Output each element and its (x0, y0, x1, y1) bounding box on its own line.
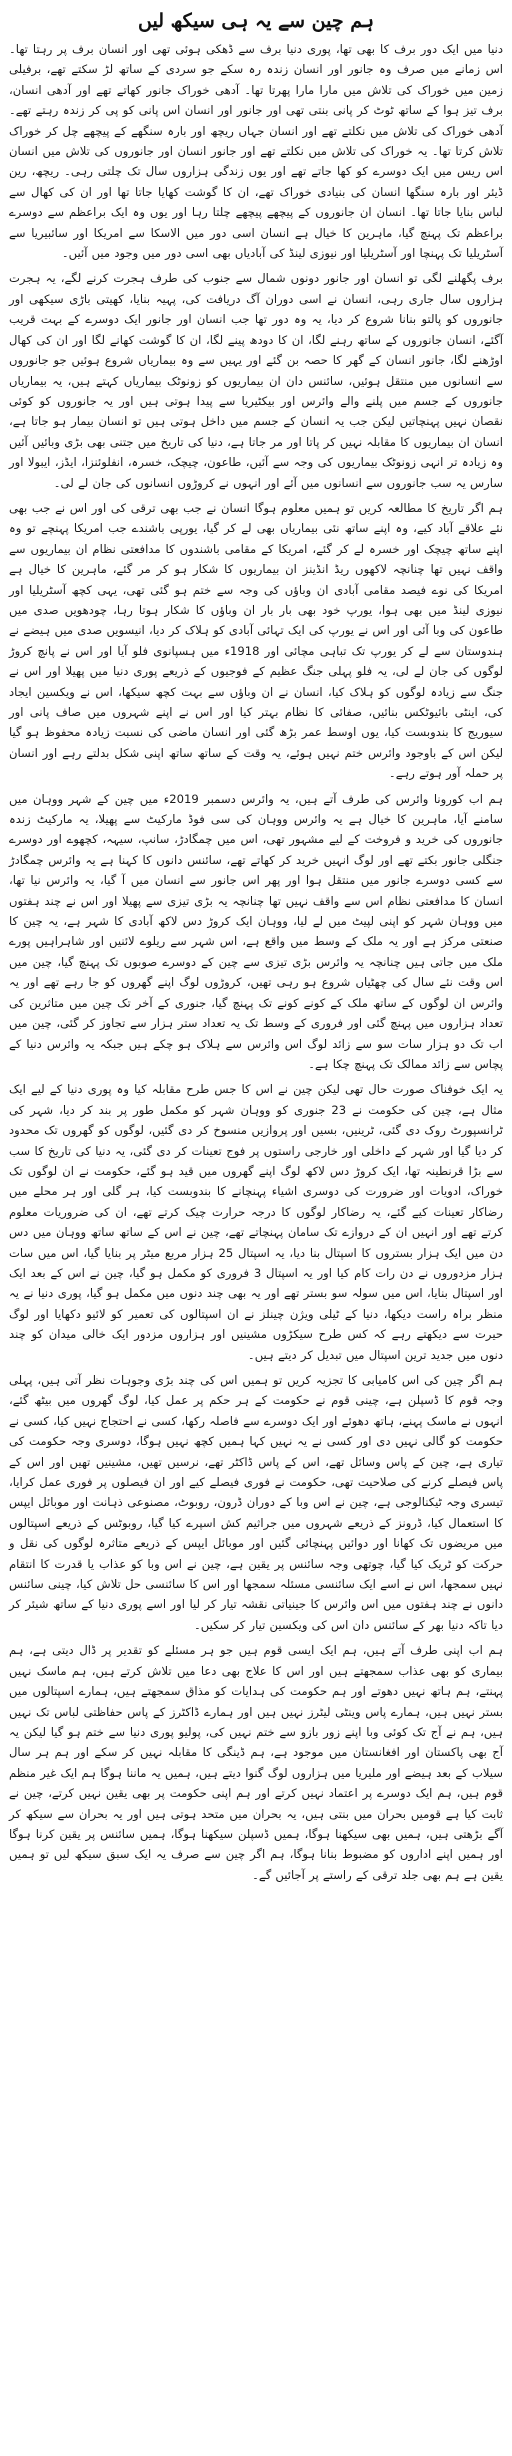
article-paragraph-1: دنیا میں ایک دور برف کا بھی تھا، پوری دنیا برف سے ڈھکی ہوئی تھی اور انسان برف پر رہتا تھا۔ اس زمانے میں صرف وہ جانور اور انسان زندہ رہ سکے جو سردی کے ساتھ لڑ سکتے تھے، برفیلی زمین میں خوراک کی تلاش میں مارا مارا پھرتا تھا۔ آدھی خوراک جانور کھاتے تھے اور آدھی انسان، برف تیز ہوا کے ساتھ ٹوٹ کر پانی بنتی تھی اور جانور اور انسان اس پانی کو پی کر زندہ رہتے تھے۔ آدھی خوراک کی تلاش میں نکلتے تھے اور انسان جہاں ریچھ اور بارہ سنگھے کے پیچھے چل کر خوراک تلاش کرتا تھا۔ یہ خوراک کی تلاش میں نکلتے تھے اور جانور انسان اور جانوروں کی تلاش میں انسان اس ریس میں ایک دوسرے کو کھا جاتے تھے اور یوں زندگی ہزاروں سال تک چلتی رہی۔ ریچھ، رین ڈیئر اور بارہ سنگھا انسان کی بنیادی خوراک تھے، ان کا گوشت کھایا جاتا تھا اور ان کی کھال سے لباس بنایا جاتا تھا۔ انسان ان جانوروں کے پیچھے پیچھے چلتا رہا اور یوں وہ ایک براعظم سے دوسرے براعظم تک پہنچ گیا، ماہرین کا خیال ہے انسان اسی دور میں الاسکا سے امریکا اور سائبیریا سے آسٹریلیا تک پہنچا اور آسٹریلیا اور نیوزی لینڈ کی آبادیاں بھی اسی دور میں وجود میں آئیں۔ (9, 42, 503, 261)
article-paragraph-6: ہم اگر چین کی اس کامیابی کا تجزیہ کریں تو ہمیں اس کی چند بڑی وجوہات نظر آتی ہیں، پہلی وجہ قوم کا ڈسپلن ہے، چینی قوم نے حکومت کے ہر حکم پر عمل کیا، لوگ گھروں میں بیٹھ گئے، انہوں نے ماسک پہنے، ہاتھ دھوئے اور ایک دوسرے سے فاصلہ رکھا، کسی نے احتجاج نہیں کیا، کسی نے حکومت کو گالی نہیں دی اور کسی نے یہ نہیں کہا ہمیں کچھ نہیں ہوگا، دوسری وجہ حکومت کی تیاری ہے، چین کے پاس وسائل تھے، اس کے پاس ڈاکٹر تھے، نرسیں تھیں، مشینیں تھیں اور اس کے پاس فیصلے کرنے کی صلاحیت تھی، حکومت نے فوری فیصلے کیے اور ان فیصلوں پر فوری عمل کرایا، تیسری وجہ ٹیکنالوجی ہے، چین نے اس وبا کے دوران ڈرون، روبوٹ، مصنوعی ذہانت اور موبائل ایپس کا استعمال کیا، ڈرونز کے ذریعے شہروں میں جراثیم کش اسپرے کیا گیا، روبوٹس کے ذریعے اسپتالوں میں مریضوں تک کھانا اور دوائیں پہنچائی گئیں اور موبائل ایپس کے ذریعے متاثرہ لوگوں کی نقل و حرکت کو ٹریک کیا گیا، چوتھی وجہ سائنس پر یقین ہے، چین نے اس وبا کو عذاب یا قدرت کا انتقام نہیں سمجھا، اس نے اسے ایک سائنسی مسئلہ سمجھا اور اس کا سائنسی حل تلاش کیا، چینی سائنس دانوں نے چند ہفتوں میں اس وائرس کا جینیاتی نقشہ تیار کر لیا اور اسے پوری دنیا کے ساتھ شیئر کر دیا تاکہ دنیا بھر کے سائنس دان اس کی ویکسین تیار کر سکیں۔ (9, 1373, 503, 1632)
article-paragraph-4: ہم اب کورونا وائرس کی طرف آتے ہیں، یہ وائرس دسمبر 2019ء میں چین کے شہر ووہان میں سامنے آیا، ماہرین کا خیال ہے یہ وائرس ووہان کی سی فوڈ مارکیٹ سے پھیلا، یہ مارکیٹ زندہ جانوروں کی خرید و فروخت کے لیے مشہور تھی، اس میں چمگادڑ، سانپ، سیہہ، کچھوے اور دوسرے جنگلی جانور بکتے تھے اور لوگ انہیں خرید کر کھاتے تھے، سائنس دانوں کا کہنا ہے یہ وائرس چمگادڑ سے کسی دوسرے جانور میں منتقل ہوا اور پھر اس جانور سے انسان میں آ گیا، یہ وائرس نیا تھا، انسان کا مدافعتی نظام اس سے واقف نہیں تھا چنانچہ یہ بڑی تیزی سے پھیلا اور اس نے چند ہفتوں میں ووہان شہر کو اپنی لپیٹ میں لے لیا، ووہان ایک کروڑ دس لاکھ آبادی کا شہر ہے، یہ چین کا صنعتی مرکز ہے اور یہ ملک کے وسط میں واقع ہے، اس شہر سے ریلوے لائنیں اور شاہراہیں پورے ملک میں جاتی ہیں چنانچہ یہ وائرس بڑی تیزی سے چین کے دوسرے صوبوں تک پہنچ گیا، چین میں اس وقت نئے سال کی چھٹیاں شروع ہو رہی تھیں، کروڑوں لوگ اپنے گھروں کو جا رہے تھے اور یہ وائرس ان لوگوں کے ساتھ ملک کے کونے کونے تک پہنچ گیا، جنوری کے آخر تک چین میں متاثرین کی تعداد ہزاروں میں پہنچ گئی اور فروری کے وسط تک یہ تعداد ستر ہزار سے تجاوز کر گئی، چین میں اب تک دو ہزار سات سو سے زائد لوگ اس وائرس سے ہلاک ہو چکے ہیں جبکہ یہ وائرس دنیا کے پچاس سے زائد ممالک تک پہنچ چکا ہے۔ (9, 791, 503, 1071)
article-paragraph-2: برف پگھلنے لگی تو انسان اور جانور دونوں شمال سے جنوب کی طرف ہجرت کرنے لگے، یہ ہجرت ہزاروں سال جاری رہی، انسان نے اسی دوران آگ دریافت کی، پہیہ بنایا، کھیتی باڑی سیکھی اور جانوروں کو پالتو بنانا شروع کر دیا، یہ وہ دور تھا جب انسان اور جانور ایک دوسرے کے بہت قریب آگئے، انسان جانوروں کے ساتھ رہنے لگا، ان کا دودھ پینے لگا، ان کا گوشت کھانے لگا اور ان کی کھال اوڑھنے لگا، جانور انسان کے گھر کا حصہ بن گئے اور یہیں سے وہ بیماریاں شروع ہوئیں جو جانوروں سے انسانوں میں منتقل ہوئیں، سائنس دان ان بیماریوں کو زونوٹک بیماریاں کہتے ہیں، یہ بیماریاں جانوروں کے جسم میں پلنے والے وائرس اور بیکٹیریا سے پیدا ہوتی ہیں اور یہ جانوروں کو کوئی نقصان نہیں پہنچاتیں لیکن جب یہ انسان کے جسم میں داخل ہوتی ہیں تو انسان بیمار ہو جاتا ہے، انسان ان بیماریوں کا مقابلہ نہیں کر پاتا اور مر جاتا ہے، دنیا کی تاریخ میں جتنی بھی بڑی وبائیں آئیں وہ زیادہ تر انہی زونوٹک بیماریوں کی وجہ سے آئیں، طاعون، چیچک، خسرہ، انفلوئنزا، ایڈز، ایبولا اور سارس یہ سب جانوروں سے انسانوں میں آئے اور انہوں نے کروڑوں انسانوں کی جان لے لی۔ (9, 271, 503, 490)
article-paragraph-5: یہ ایک خوفناک صورت حال تھی لیکن چین نے اس کا جس طرح مقابلہ کیا وہ پوری دنیا کے لیے ایک مثال ہے، چین کی حکومت نے 23 جنوری کو ووہان شہر کو مکمل طور پر بند کر دیا، شہر کی ٹرانسپورٹ روک دی گئی، ٹرینیں، بسیں اور پروازیں منسوخ کر دی گئیں، لوگوں کو گھروں تک محدود کر دیا گیا اور شہر کے داخلی اور خارجی راستوں پر فوج تعینات کر دی گئی، یہ دنیا کی تاریخ کا سب سے بڑا قرنطینہ تھا، ایک کروڑ دس لاکھ لوگ اپنے گھروں میں قید ہو گئے، حکومت نے ان لوگوں تک خوراک، ادویات اور ضرورت کی دوسری اشیاء پہنچانے کا بندوبست کیا، ہر گلی اور ہر محلے میں رضاکار تعینات کیے گئے، یہ رضاکار لوگوں کا درجہ حرارت چیک کرتے تھے، ان کی ضروریات معلوم کرتے تھے اور انہیں ان کے دروازے تک سامان پہنچاتے تھے، چین نے اس کے ساتھ ساتھ ووہان میں دس دن میں ایک ہزار بستروں کا اسپتال بنا دیا، یہ اسپتال 25 ہزار مربع میٹر پر بنایا گیا، اس میں سات ہزار مزدوروں نے دن رات کام کیا اور یہ اسپتال 3 فروری کو مکمل ہو گیا، چین نے اس کے بعد ایک اور اسپتال بنایا، اس میں سولہ سو بستر تھے اور یہ بھی چند دنوں میں مکمل ہو گیا، پوری دنیا نے یہ منظر براہ راست دیکھا، دنیا کے ٹیلی ویژن چینلز نے ان اسپتالوں کی تعمیر کو لائیو دکھایا اور لوگ حیرت سے دیکھتے رہے کہ کس طرح سیکڑوں مشینیں اور ہزاروں مزدور ایک خالی میدان کو چند دنوں میں جدید ترین اسپتال میں تبدیل کر دیتے ہیں۔ (9, 1082, 504, 1362)
article-body (9, 39, 503, 1885)
article-headline: ہم چین سے یہ ہی سیکھ لیں (138, 10, 374, 32)
article-paragraph-3: ہم اگر تاریخ کا مطالعہ کریں تو ہمیں معلوم ہوگا انسان نے جب بھی ترقی کی اور اس نے جب بھی نئے علاقے آباد کیے، وہ اپنے ساتھ نئی بیماریاں بھی لے کر گیا، یورپی باشندے جب امریکا پہنچے تو وہ اپنے ساتھ چیچک اور خسرہ لے کر گئے، امریکا کے مقامی باشندوں کا مدافعتی نظام ان بیماریوں سے واقف نہیں تھا چنانچہ لاکھوں ریڈ انڈینز ان بیماریوں کا شکار ہو کر مر گئے، ماہرین کا خیال ہے امریکا کی نوے فیصد مقامی آبادی ان وباؤں کی وجہ سے ختم ہو گئی تھی، یہی کچھ آسٹریلیا اور نیوزی لینڈ میں بھی ہوا، یورپ خود بھی بار بار ان وباؤں کا شکار ہوتا رہا، چودھویں صدی میں طاعون کی وبا آئی اور اس نے یورپ کی ایک تہائی آبادی کو ہلاک کر دیا، انیسویں صدی میں ہیضے نے ہندوستان سے لے کر یورپ تک تباہی مچائی اور 1918ء میں ہسپانوی فلو آیا اور اس نے پانچ کروڑ لوگوں کی جان لے لی، یہ فلو پہلی جنگ عظیم کے فوجیوں کے ذریعے پوری دنیا میں پھیلا اور اس نے جنگ سے زیادہ لوگوں کو ہلاک کیا، انسان نے ان وباؤں سے بہت کچھ سیکھا، اس نے ویکسین ایجاد کی، اینٹی بائیوٹکس بنائیں، صفائی کا نظام بہتر کیا اور اس نے اپنے شہروں میں صاف پانی اور سیوریج کا بندوبست کیا، یوں اوسط عمر بڑھ گئی اور انسان ماضی کی نسبت زیادہ محفوظ ہو گیا لیکن اس کے باوجود وائرس ختم نہیں ہوئے، یہ وقت کے ساتھ ساتھ اپنی شکل بدلتے رہے اور انسان پر حملہ آور ہوتے رہے۔ (9, 500, 503, 781)
article-paragraph-7: ہم اب اپنی طرف آتے ہیں، ہم ایک ایسی قوم ہیں جو ہر مسئلے کو تقدیر پر ڈال دیتی ہے، ہم بیماری کو بھی عذاب سمجھتے ہیں اور اس کا علاج بھی دعا میں تلاش کرتے ہیں، ہم ماسک نہیں پہنتے، ہم ہاتھ نہیں دھوتے اور ہم حکومت کی ہدایات کو مذاق سمجھتے ہیں، ہمارے اسپتالوں میں بستر نہیں ہیں، ہمارے پاس وینٹی لیٹرز نہیں ہیں اور ہمارے ڈاکٹرز کے پاس حفاظتی لباس تک نہیں ہیں، ہم نے آج تک کوئی وبا اپنے زور بازو سے ختم نہیں کی، پولیو پوری دنیا سے ختم ہو گیا لیکن یہ آج بھی پاکستان اور افغانستان میں موجود ہے، ہم ڈینگی کا مقابلہ نہیں کر سکے اور ہم ہر سال سیلاب کے بعد ہیضے اور ملیریا میں ہزاروں لوگ گنوا دیتے ہیں، ہمیں یہ ماننا ہوگا ہم ایک غیر منظم قوم ہیں، ہم ایک دوسرے پر اعتماد نہیں کرتے اور ہم اپنی حکومت پر بھی یقین نہیں کرتے، چین نے ثابت کیا ہے قومیں بحران میں بنتی ہیں، یہ بحران میں متحد ہوتی ہیں اور یہ بحران سے سیکھ کر آگے بڑھتی ہیں، ہمیں بھی سیکھنا ہوگا، ہمیں ڈسپلن سیکھنا ہوگا، ہمیں سائنس پر یقین کرنا ہوگا اور ہمیں اپنے اداروں کو مضبوط بنانا ہوگا، ہم اگر چین سے صرف یہ ایک سبق سیکھ لیں تو ہمیں یقین ہے ہم بھی جلد ترقی کے راستے پر آجائیں گے۔ (9, 1643, 503, 1882)
